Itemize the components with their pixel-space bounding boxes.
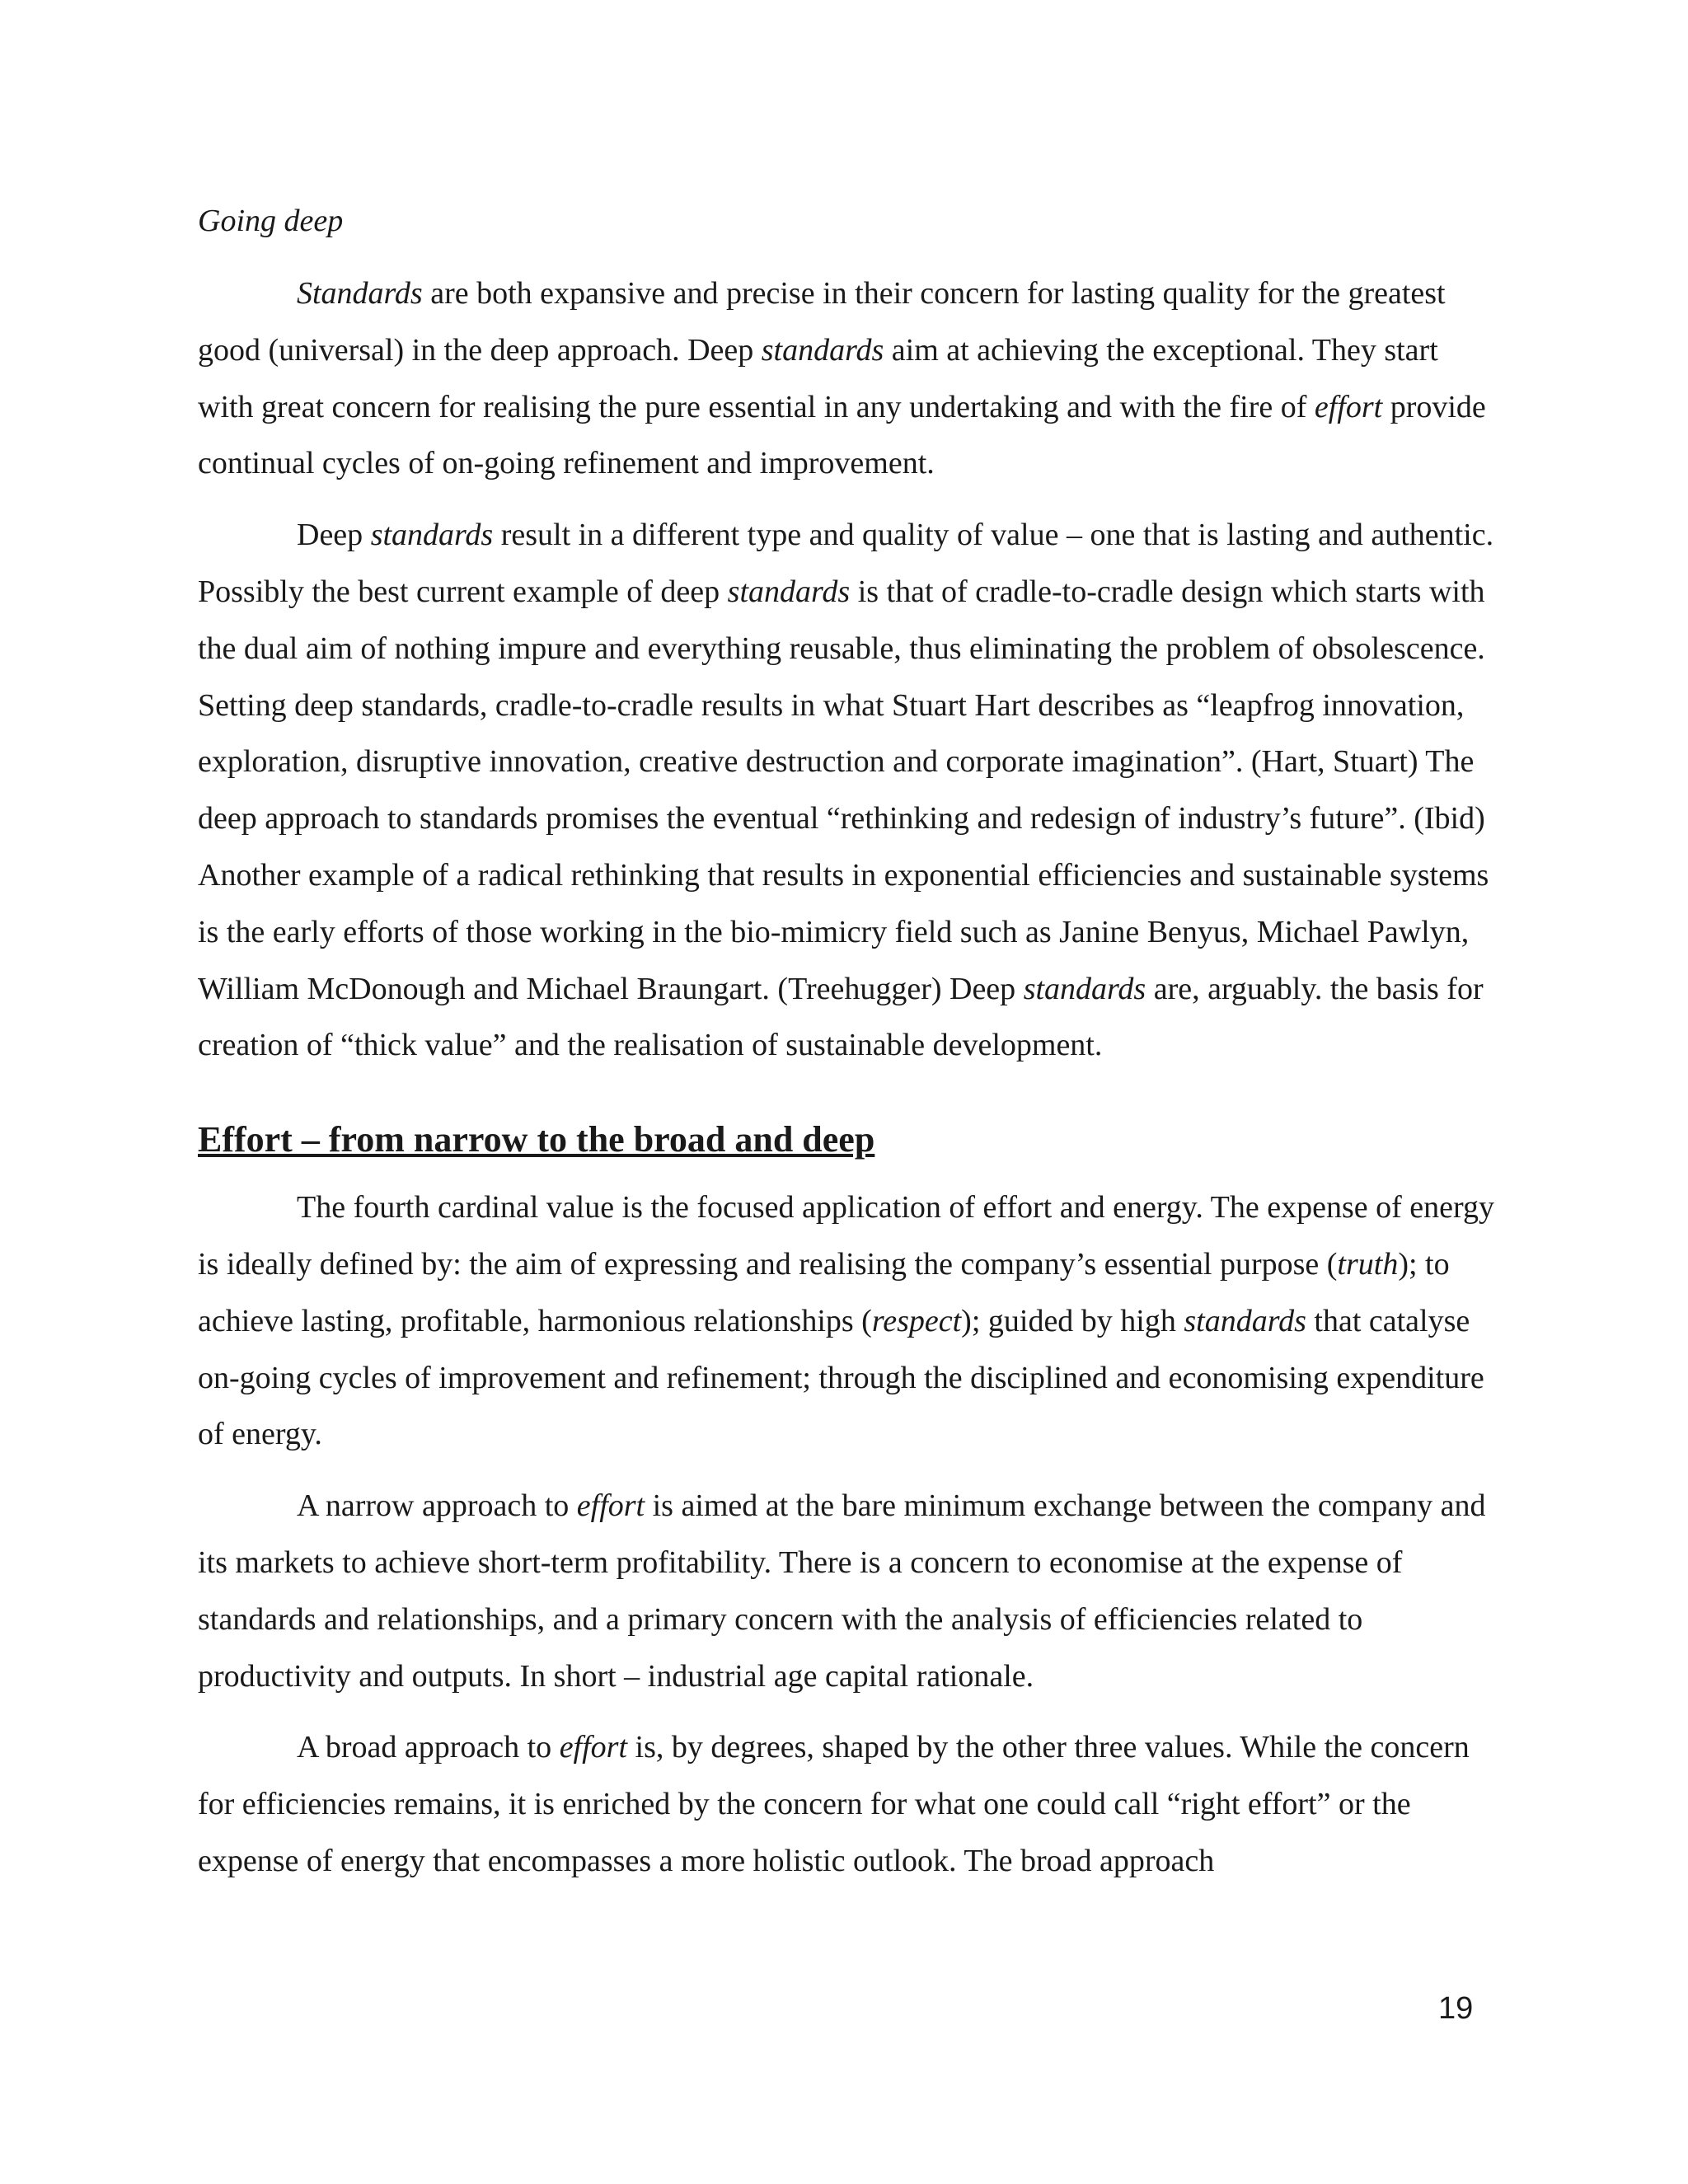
italic-term: standards [761,332,884,368]
italic-term: truth [1337,1246,1399,1282]
italic-term: effort [1314,389,1383,424]
paragraph: A narrow approach to effort is aimed at the bare minimum exchange between the company and its markets to achieve short-term profitability. There is a concern to economise at the expense of standards and relationships, and a primary concern with the analysis of efficiencies related to productivity and outputs. In short – industrial age capital rationale. [198,1488,1486,1694]
italic-term: effort [559,1730,628,1765]
subheading-going-deep: Going deep [198,204,344,238]
paragraph: Standards are both expansive and precise in their concern for lasting quality for the greatest good (universal) in the deep approach. Deep standards aim at achieving the exceptional. They start with great concern for realising the pure essential in any undertaking and with the fire of effort provide continual cycles of on-going refinement and improvement. [198,276,1486,481]
italic-term: standards [370,518,494,553]
paragraph: A broad approach to effort is, by degrees, shaped by the other three values. While the concern for efficiencies remains, it is enriched by the concern for what one could call “right effort” or the expense of energy that encompasses a more holistic outlook. The broad approach [198,1730,1470,1878]
section-heading: Effort – from narrow to the broad and deep [198,1119,875,1160]
italic-term: standards [1184,1303,1306,1338]
italic-term: standards [727,574,851,609]
paragraph: Deep standards result in a different type and quality of value – one that is lasting and authentic. Possibly the best current example of deep standards is that of cradle-to-cradle design which starts with the dual aim of nothing impure and everything reusable, thus eliminating the problem of obsolescence. Setting deep standards, cradle-to-cradle results in what Stuart Hart describes as “leapfrog innovation, exploration, disruptive innovation, creative destruction and corporate imagination”. (Hart, Stuart) The deep approach to standards promises the eventual “rethinking and redesign of industry’s future”. (Ibid) Another example of a radical rethinking that results in exponential efficiencies and sustainable systems is the early efforts of those working in the bio-mimicry field such as Janine Benyus, Michael Pawlyn, William McDonough and Michael Braungart. (Treehugger) Deep standards are, arguably. the basis for creation of “thick value” and the realisation of sustainable development. [198,518,1494,1063]
italic-term: standards [1023,971,1146,1006]
deep-paragraphs [198,265,1500,1074]
effort-paragraphs [198,1179,1500,1890]
document-page [198,193,1500,1905]
italic-term: Standards [297,276,423,311]
page-number: 19 [1438,1991,1474,2026]
italic-term: effort [576,1488,645,1524]
paragraph: The fourth cardinal value is the focused application of effort and energy. The expense of energy is ideally defined by: the aim of expressing and realising the company’s essential purpose (truth); to achieve lasting, profitable, harmonious relationships (respect); guided by high standards that catalyse on-going cycles of improvement and refinement; through the disciplined and economising expenditure of energy. [198,1190,1494,1452]
italic-term: respect [871,1303,962,1338]
